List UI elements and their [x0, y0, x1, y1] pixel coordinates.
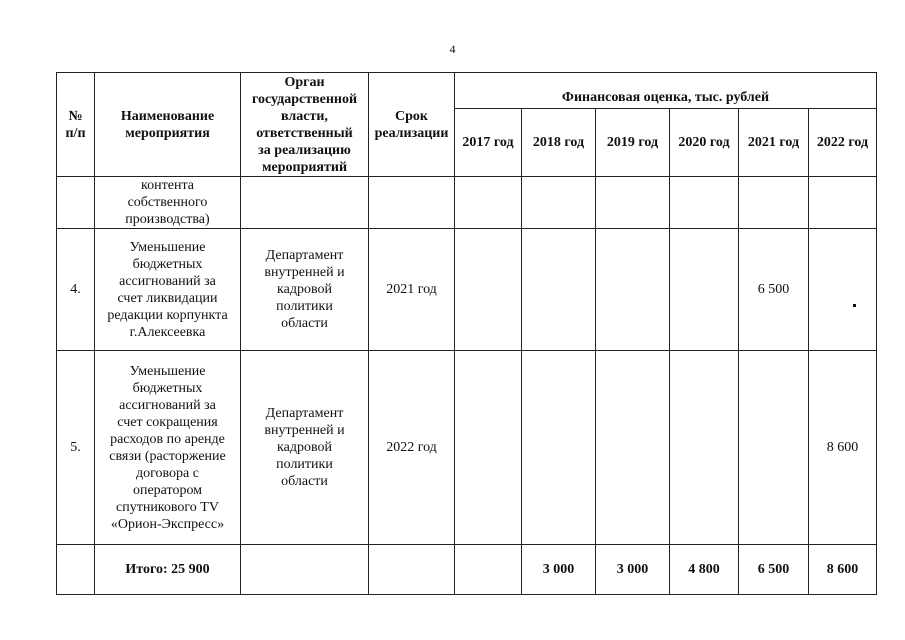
- total-value-2021: 6 500: [739, 545, 809, 595]
- total-value-2020: 4 800: [670, 545, 739, 595]
- row-value-2021: 6 500: [739, 229, 809, 351]
- row-value-2022: [809, 177, 877, 229]
- total-label: Итого: 25 900: [95, 545, 241, 595]
- row-organ: Департамент внутренней и кадровой политики области: [241, 351, 369, 545]
- row-num: 5.: [57, 351, 95, 545]
- total-value-2022: 8 600: [809, 545, 877, 595]
- table-row: [57, 177, 877, 229]
- row-organ: Департамент внутренней и кадровой политики области: [241, 229, 369, 351]
- row-value-2020: [670, 229, 739, 351]
- total-num: [57, 545, 95, 595]
- row-value-2019: [596, 351, 670, 545]
- header-row-1: [57, 73, 877, 109]
- row-value-2021: [739, 177, 809, 229]
- header-year-2019: 2019 год: [596, 109, 670, 177]
- row-term: [369, 177, 455, 229]
- row-value-2020: [670, 177, 739, 229]
- header-year-2017: 2017 год: [455, 109, 522, 177]
- stray-mark: [853, 304, 856, 307]
- row-value-2019: [596, 229, 670, 351]
- total-value-2017: [455, 545, 522, 595]
- header-finance: Финансовая оценка, тыс. рублей: [455, 73, 877, 109]
- row-term: 2022 год: [369, 351, 455, 545]
- total-row: [57, 545, 877, 595]
- row-value-2018: [522, 351, 596, 545]
- row-value-2017: [455, 177, 522, 229]
- total-organ: [241, 545, 369, 595]
- row-value-2022: 8 600: [809, 351, 877, 545]
- row-value-2022: [809, 229, 877, 351]
- total-term: [369, 545, 455, 595]
- row-value-2018: [522, 177, 596, 229]
- row-value-2021: [739, 351, 809, 545]
- header-year-2022: 2022 год: [809, 109, 877, 177]
- row-organ: [241, 177, 369, 229]
- row-value-2019: [596, 177, 670, 229]
- total-value-2019: 3 000: [596, 545, 670, 595]
- row-value-2020: [670, 351, 739, 545]
- row-name: Уменьшение бюджетных ассигнований за счет сокращения расходов по аренде связи (расторжение договора с оператором спутникового TV «Орион-Экспресс»: [95, 351, 241, 545]
- row-name: Уменьшение бюджетных ассигнований за счет ликвидации редакции корпункта г.Алексеевка: [95, 229, 241, 351]
- header-year-2018: 2018 год: [522, 109, 596, 177]
- row-value-2017: [455, 351, 522, 545]
- header-name: Наименование мероприятия: [95, 73, 241, 177]
- header-year-2020: 2020 год: [670, 109, 739, 177]
- header-year-2021: 2021 год: [739, 109, 809, 177]
- row-value-2018: [522, 229, 596, 351]
- row-num: [57, 177, 95, 229]
- table-row: [57, 351, 877, 545]
- page-number: 4: [449, 42, 456, 56]
- row-value-2017: [455, 229, 522, 351]
- header-num: № п/п: [57, 73, 95, 177]
- row-num: 4.: [57, 229, 95, 351]
- header-term: Срок реализации: [369, 73, 455, 177]
- header-organ: Орган государственной власти, ответственный за реализацию мероприятий: [241, 73, 369, 177]
- table-row: [57, 229, 877, 351]
- row-name: контента собственного производства): [95, 177, 241, 229]
- financial-assessment-table: [56, 72, 877, 595]
- row-term: 2021 год: [369, 229, 455, 351]
- total-value-2018: 3 000: [522, 545, 596, 595]
